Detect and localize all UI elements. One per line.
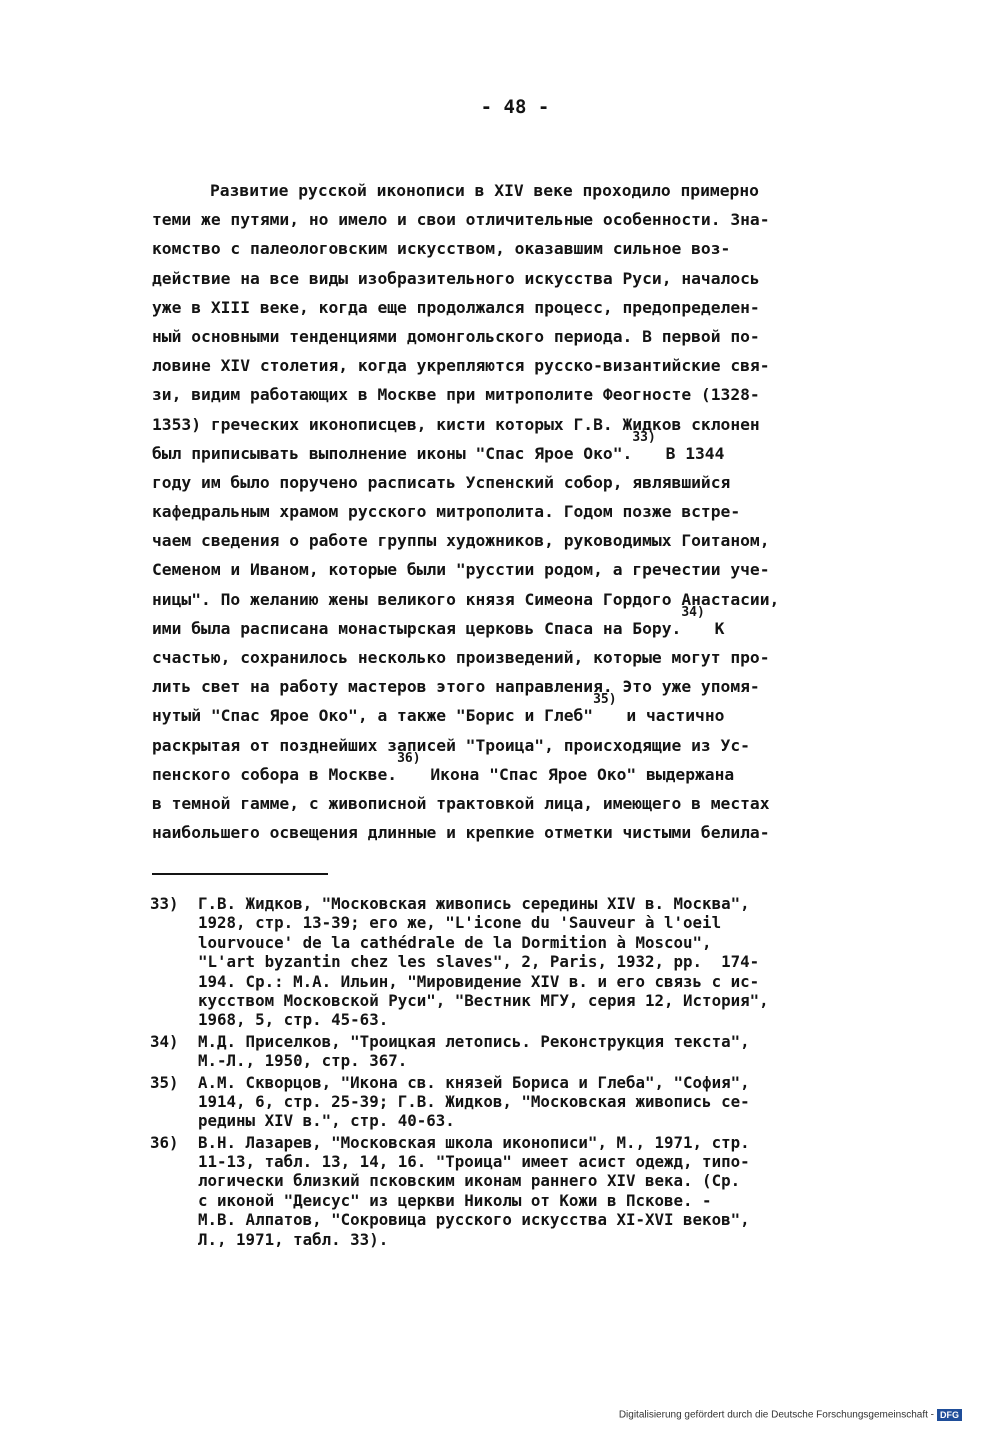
body-text bbox=[152, 176, 892, 847]
footnote-line: В.Н. Лазарев, "Московская школа иконописи", М., 1971, стр. bbox=[198, 1132, 750, 1152]
body-line: кафедральным храмом русского митрополита. Годом позже встре- bbox=[152, 502, 741, 522]
footnote-line: 194. Ср.: М.А. Ильин, "Мировидение XIV в. и его связь с ис- bbox=[198, 971, 760, 991]
body-line: лить свет на работу мастеров этого направления. Это уже упомя- bbox=[152, 677, 760, 697]
body-line: Развитие русской иконописи в XIV веке проходило примерно bbox=[210, 181, 759, 200]
footnote-line: М.Д. Приселков, "Троицкая летопись. Реконструкция текста", bbox=[198, 1031, 750, 1051]
footnote-number: 33) bbox=[150, 894, 179, 913]
footnote-line: lourvouce' de la cathédrale de la Dormition à Moscou", bbox=[198, 932, 712, 952]
body-line: зи, видим работающих в Москве при митрополите Феогносте (1328- bbox=[152, 385, 760, 405]
body-line-part: нутый "Спас Ярое Око", а также "Борис и Глеб" bbox=[152, 706, 594, 726]
footnote-line: "L'art byzantin chez les slaves", 2, Paris, 1932, pp. 174- bbox=[198, 952, 760, 972]
page-number: - 48 - bbox=[480, 96, 550, 118]
body-line-part: К bbox=[704, 618, 725, 638]
body-line: ный основными тенденциями домонгольского периода. В первой по- bbox=[152, 326, 760, 346]
body-line: году им было поручено расписать Успенский собор, являвшийся bbox=[152, 472, 731, 492]
footnote-number: 36) bbox=[150, 1132, 179, 1152]
footnote-line: 1928, стр. 13-39; его же, "L'icone du 'Sauveur à l'oeil bbox=[198, 913, 722, 933]
footnote-line: Л., 1971, табл. 33). bbox=[198, 1229, 389, 1249]
body-line-part: ими была расписана монастырская церковь Спаса на Бору. bbox=[152, 618, 682, 638]
footnote-ref-35: 35) bbox=[593, 692, 617, 708]
footnote-ref-33: 33) bbox=[632, 429, 656, 445]
body-line: теми же путями, но имело и свои отличительные особенности. Зна- bbox=[152, 210, 770, 230]
body-line: действие на все виды изобразительного искусства Руси, началось bbox=[152, 268, 760, 288]
footnote-number: 34) bbox=[150, 1031, 179, 1051]
body-line-part: Икона "Спас Ярое Око" выдержана bbox=[420, 764, 735, 784]
footnote-ref-36: 36) bbox=[397, 750, 421, 766]
footnote-line: редины XIV в.", стр. 40-63. bbox=[198, 1111, 455, 1131]
footnote-33 bbox=[150, 894, 895, 1030]
body-line: счастью, сохранилось несколько произведений, которые могут про- bbox=[152, 648, 770, 667]
footnote-line: М.В. Алпатов, "Сокровица русского искусства XI-XVI веков", bbox=[198, 1210, 750, 1230]
body-line: чаем сведения о работе группы художников, руководимых Гоитаном, bbox=[152, 531, 770, 551]
body-line bbox=[152, 604, 892, 643]
footnote-line: 1968, 5, стр. 45-63. bbox=[198, 1010, 389, 1030]
footnote-line: М.-Л., 1950, стр. 367. bbox=[198, 1051, 408, 1071]
footnote-36 bbox=[150, 1133, 895, 1249]
body-line: 1353) греческих иконописцев, кисти которых Г.В. Жидков склонен bbox=[152, 414, 760, 434]
footnote-line: с иконой "Деисус" из церкви Николы от Кожи в Пскове. - bbox=[198, 1190, 712, 1210]
footnote-separator bbox=[152, 873, 328, 875]
body-line: уже в XIII веке, когда еще продолжался процесс, предопределен- bbox=[152, 297, 760, 317]
footnote-line: Г.В. Жидков, "Московская живопись середины XIV в. Москва", bbox=[198, 894, 750, 913]
footnote-line: А.М. Скворцов, "Икона св. князей Бориса и Глеба", "София", bbox=[198, 1072, 750, 1092]
body-line: Семеном и Иваном, которые были "русстии родом, а гречестии уче- bbox=[152, 560, 770, 580]
body-line bbox=[152, 750, 892, 789]
body-line: раскрытая от позднейших записей "Троица", происходящие из Ус- bbox=[152, 735, 750, 755]
body-line: наибольшего освещения длинные и крепкие отметки чистыми белила- bbox=[152, 823, 770, 843]
footnote-line: 11-13, табл. 13, 14, 16. "Троица" имеет асист одежд, типо- bbox=[198, 1152, 750, 1172]
body-line-part: и частично bbox=[616, 706, 725, 726]
body-line-part: был приписывать выполнение иконы "Спас Ярое Око". bbox=[152, 443, 633, 463]
digitization-credit bbox=[619, 1409, 962, 1421]
footnotes bbox=[150, 894, 895, 1251]
footnote-number: 35) bbox=[150, 1072, 179, 1092]
body-line: ловине XIV столетия, когда укрепляются русско-византийские свя- bbox=[152, 356, 770, 376]
body-line-part: В 1344 bbox=[655, 443, 725, 463]
footnote-34 bbox=[150, 1032, 895, 1071]
body-line-part: пенского собора в Москве. bbox=[152, 764, 398, 784]
footnote-35 bbox=[150, 1073, 895, 1131]
footnote-line: кусством Московской Руси", "Вестник МГУ, серия 12, История", bbox=[198, 990, 769, 1010]
body-line bbox=[152, 429, 892, 468]
body-line: ницы". По желанию жены великого князя Симеона Гордого Анастасии, bbox=[152, 589, 780, 609]
footnote-line: 1914, 6, стр. 25-39; Г.В. Жидков, "Московская живопись се- bbox=[198, 1091, 750, 1111]
dfg-logo-icon: DFG bbox=[937, 1409, 962, 1421]
body-line bbox=[152, 692, 892, 730]
body-line: комство с палеологовским искусством, оказавшим сильное воз- bbox=[152, 239, 731, 259]
footnote-line: логически близкий псковским иконам раннего XIV века. (Ср. bbox=[198, 1171, 741, 1191]
footnote-ref-34: 34) bbox=[681, 604, 705, 620]
body-line: в темной гамме, с живописной трактовкой лица, имеющего в местах bbox=[152, 793, 770, 813]
credit-text: Digitalisierung gefördert durch die Deutsche Forschungsgemeinschaft - bbox=[618, 1409, 934, 1421]
